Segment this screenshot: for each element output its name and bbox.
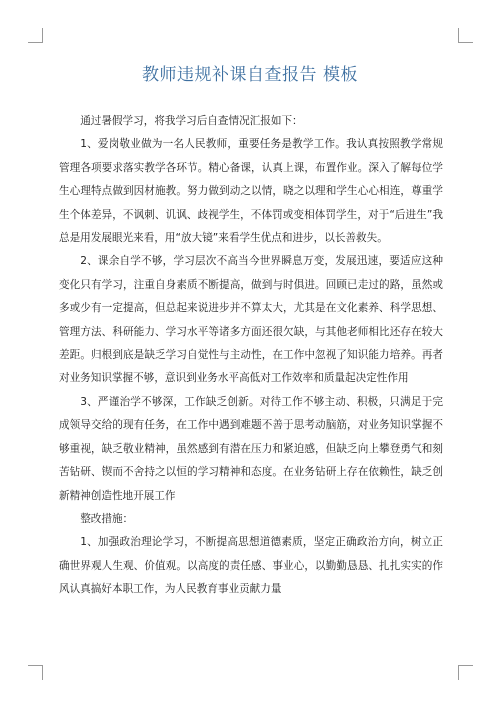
measure-item-1: 1、加强政治理论学习，不断提高思想道德素质，坚定正确政治方向，树立正确世界观人生观、价值观。以高度的责任感、事业心，以勤勤恳恳、扎扎实实的作风认真搞好本职工作，为人民教育事业贡献力量 — [59, 536, 443, 596]
crop-mark-top-right — [458, 28, 473, 43]
document-title: 教师违规补课自查报告 模板 — [142, 65, 358, 85]
crop-mark-bottom-right — [458, 665, 473, 680]
document-body — [59, 110, 443, 602]
section-heading-measures: 整改措施： — [80, 512, 134, 525]
paragraph-item-1: 1、爱岗敬业做为一名人民教师，重要任务是教学工作。我认真按照教学常规管理各项要求落实教学各环节。精心备课，认真上课，布置作业。深入了解每位学生心理特点做到因材施教。努力做到动之以情，晓之以理和学生心心相连，尊重学生个体差异，不讽刺、讥讽、歧视学生，不体罚或变相体罚学生，对于“后进生”我总是用发展眼光来看，用“放大镜”来看学生优点和进步，以长善救失。 — [59, 138, 443, 245]
crop-mark-bottom-left — [28, 665, 43, 680]
crop-mark-top-left — [28, 28, 43, 43]
intro-paragraph: 通过暑假学习，将我学习后自查情况汇报如下： — [80, 115, 303, 127]
paragraph-item-2: 2、课余自学不够，学习层次不高当今世界瞬息万变，发展迅速，要适应这种变化只有学习，注重自身素质不断提高，做到与时俱进。回顾已走过的路，虽然或多或少有一定提高，但总起来说进步并不算太大，尤其是在文化素养、科学思想、管理方法、科研能力、学习水平等诸多方面还很欠缺，与其他老师相比还存在较大差距。归根到底是缺乏学习自觉性与主动性，在工作中忽视了知识能力培养。再者对业务知识掌握不够，意识到业务水平高低对工作效率和质量起决定性作用 — [59, 255, 443, 385]
paragraph-item-3: 3、严谨治学不够深，工作缺乏创新。对待工作不够主动、积极，只满足于完成领导交给的现有任务，在工作中遇到难题不善于思考动脑筋，对业务知识掌握不够重视，缺乏敬业精神，虽然感到有潜在压力和紧迫感，但缺乏向上攀登勇气和刻苦钻研、锲而不舍持之以恒的学习精神和态度。在业务钻研上存在依赖性，缺乏创新精神创造性地开展工作 — [59, 395, 443, 502]
